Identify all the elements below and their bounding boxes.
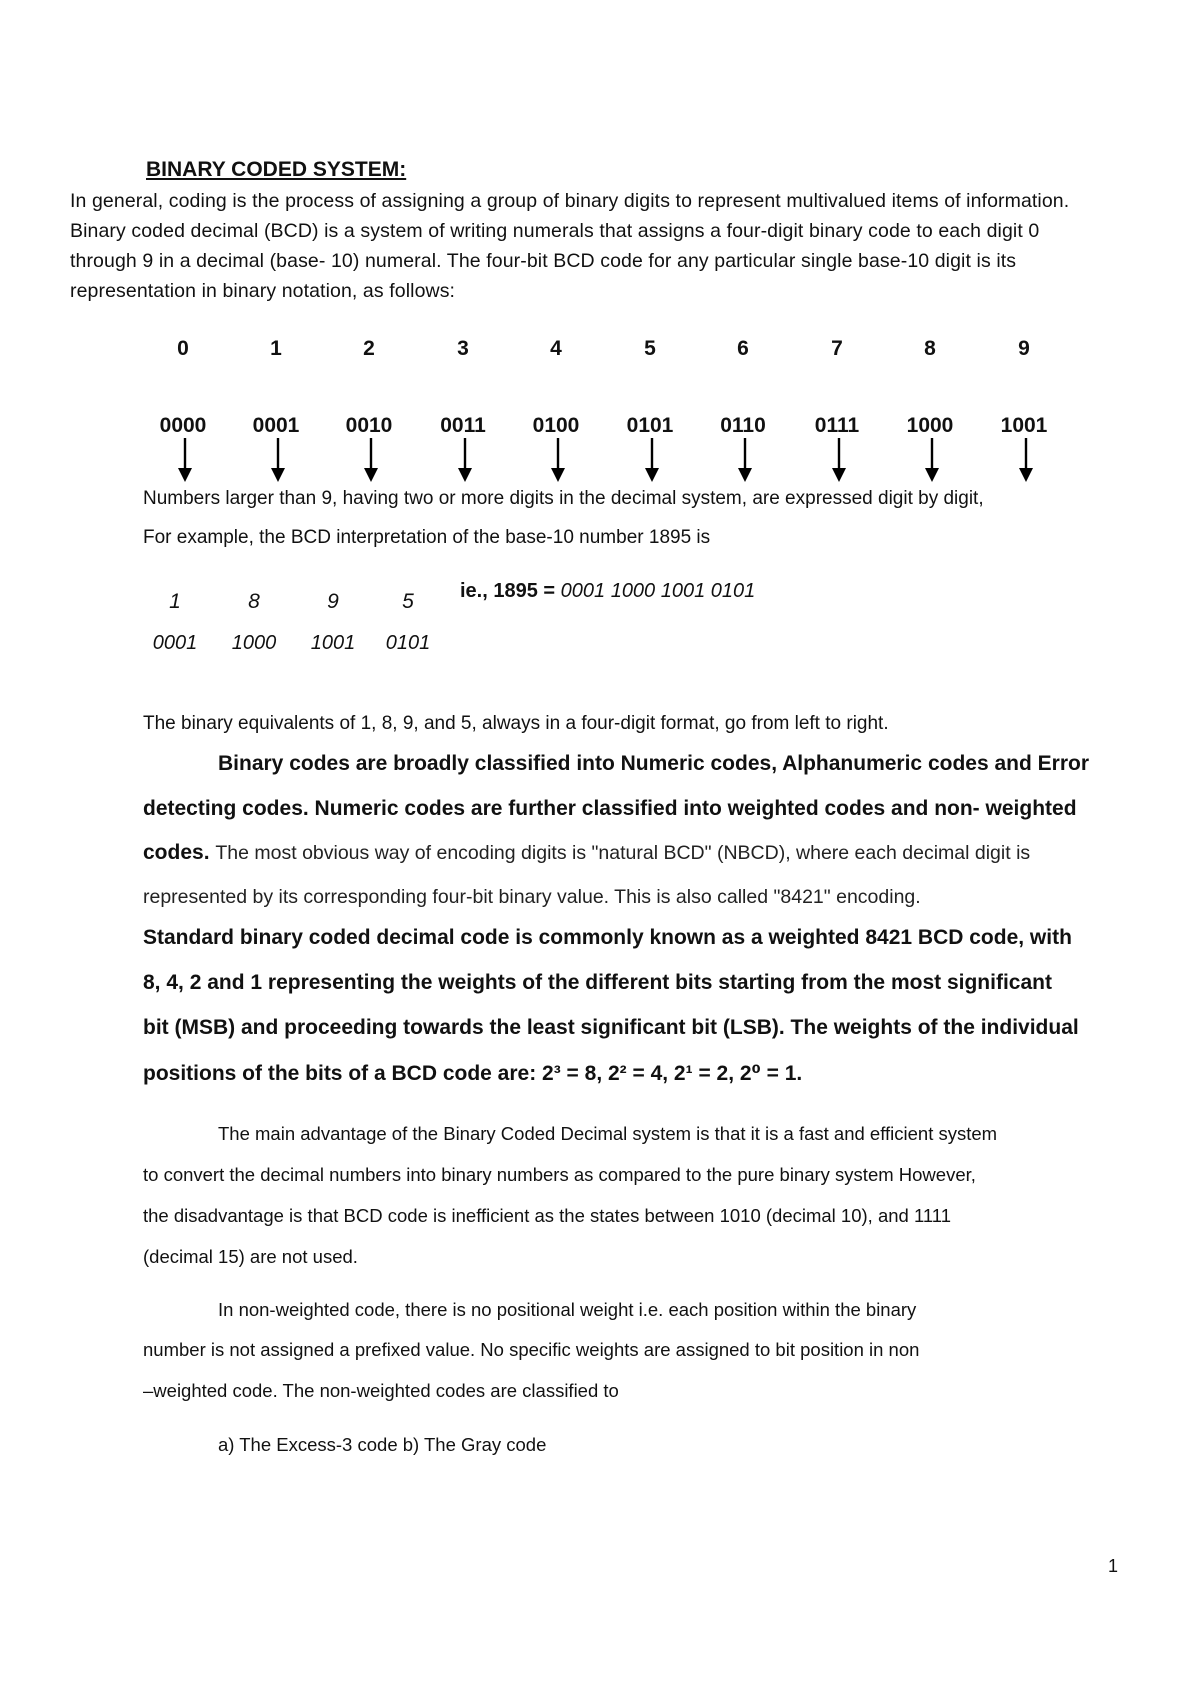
bcd-code: 0110 xyxy=(720,414,766,437)
classification-plain-text: The most obvious way of encoding digits is "natural BCD" (NBCD), where each decimal digit is xyxy=(215,842,1031,864)
example-code: 1000 xyxy=(231,632,277,654)
advantage-line: (decimal 15) are not used. xyxy=(143,1246,358,1267)
advantage-line: to convert the decimal numbers into binary numbers as compared to the pure binary system However, xyxy=(143,1164,976,1185)
classification-plain-text: represented by its corresponding four-bit binary value. This is also called "8421" encoding. xyxy=(143,886,921,908)
arrow-down-icon xyxy=(361,438,381,484)
bcd-code: 0010 xyxy=(345,414,393,437)
decimal-digit: 2 xyxy=(363,337,375,360)
arrow-down-icon xyxy=(922,438,942,484)
example-digit: 9 xyxy=(327,590,339,613)
decimal-digit: 3 xyxy=(457,337,469,360)
example-code: 0101 xyxy=(385,632,431,654)
classification-line: detecting codes. Numeric codes are further classified into weighted codes and non- weighted xyxy=(143,797,1077,820)
decimal-digit: 1 xyxy=(270,337,282,360)
bcd-code: 1001 xyxy=(1000,414,1048,437)
bcd-code: 1000 xyxy=(906,414,954,437)
decimal-digit: 6 xyxy=(737,337,749,360)
classification-line: bit (MSB) and proceeding towards the least significant bit (LSB). The weights of the individual xyxy=(143,1016,1079,1039)
bcd-code: 0101 xyxy=(626,414,674,437)
bcd-code: 0001 xyxy=(252,414,300,437)
arrow-down-icon xyxy=(1016,438,1036,484)
arrow-down-icon xyxy=(642,438,662,484)
body-text-line: Numbers larger than 9, having two or more digits in the decimal system, are expressed digit by digit, xyxy=(143,488,984,509)
example-code: 1001 xyxy=(310,632,356,654)
example-code: 0001 xyxy=(152,632,198,654)
intro-line: Binary coded decimal (BCD) is a system of writing numerals that assigns a four-digit binary code to each digit 0 xyxy=(70,220,1040,242)
bcd-code: 0000 xyxy=(159,414,207,437)
classification-line xyxy=(143,885,921,909)
advantage-line: The main advantage of the Binary Coded Decimal system is that it is a fast and efficient system xyxy=(218,1123,998,1144)
advantage-line: the disadvantage is that BCD code is inefficient as the states between 1010 (decimal 10), and 1111 xyxy=(143,1205,951,1226)
bcd-code: 0111 xyxy=(814,414,860,437)
equation-label: ie., 1895 = xyxy=(460,580,556,602)
classification-line: Standard binary coded decimal code is commonly known as a weighted 8421 BCD code, with xyxy=(143,926,1072,949)
bcd-code: 0100 xyxy=(532,414,580,437)
example-digit: 8 xyxy=(248,590,260,613)
decimal-digit: 9 xyxy=(1018,337,1030,360)
arrow-down-icon xyxy=(548,438,568,484)
decimal-digit: 7 xyxy=(831,337,843,360)
nonweighted-line: In non-weighted code, there is no positional weight i.e. each position within the binary xyxy=(218,1299,917,1320)
example-digit: 5 xyxy=(402,590,414,613)
classification-line: Binary codes are broadly classified into Numeric codes, Alphanumeric codes and Error xyxy=(218,752,1089,775)
classification-bold-text: codes. xyxy=(143,841,210,864)
equation-value: 0001 1000 1001 0101 xyxy=(560,580,756,602)
body-text-line: For example, the BCD interpretation of the base-10 number 1895 is xyxy=(143,527,711,548)
intro-line: through 9 in a decimal (base- 10) numeral. The four-bit BCD code for any particular single base-10 digit is its xyxy=(70,250,1017,272)
arrow-down-icon xyxy=(455,438,475,484)
decimal-digit: 8 xyxy=(924,337,936,360)
nonweighted-line: –weighted code. The non-weighted codes are classified to xyxy=(143,1380,619,1401)
decimal-digit: 4 xyxy=(550,337,562,360)
arrow-down-icon xyxy=(175,438,195,484)
code-list: a) The Excess-3 code b) The Gray code xyxy=(218,1434,547,1455)
decimal-digit: 0 xyxy=(177,337,189,360)
classification-line xyxy=(143,841,1030,865)
bcd-code: 0011 xyxy=(440,414,486,437)
example-digit: 1 xyxy=(169,590,181,613)
arrow-down-icon xyxy=(735,438,755,484)
intro-line: representation in binary notation, as follows: xyxy=(70,280,456,302)
classification-line: positions of the bits of a BCD code are: 2³ = 8, 2² = 4, 2¹ = 2, 2⁰ = 1. xyxy=(143,1062,803,1085)
arrow-down-icon xyxy=(268,438,288,484)
example-equation xyxy=(460,580,755,603)
page-number: 1 xyxy=(1108,1556,1119,1576)
arrow-down-icon xyxy=(829,438,849,484)
nonweighted-line: number is not assigned a prefixed value. No specific weights are assigned to bit position in non xyxy=(143,1339,920,1360)
classification-line: 8, 4, 2 and 1 representing the weights of the different bits starting from the most significant xyxy=(143,971,1052,994)
section-title: BINARY CODED SYSTEM: xyxy=(146,158,407,181)
decimal-digit: 5 xyxy=(644,337,656,360)
intro-line: In general, coding is the process of assigning a group of binary digits to represent multivalued items of information. xyxy=(70,190,1070,212)
body-text-line: The binary equivalents of 1, 8, 9, and 5, always in a four-digit format, go from left to right. xyxy=(143,713,889,734)
